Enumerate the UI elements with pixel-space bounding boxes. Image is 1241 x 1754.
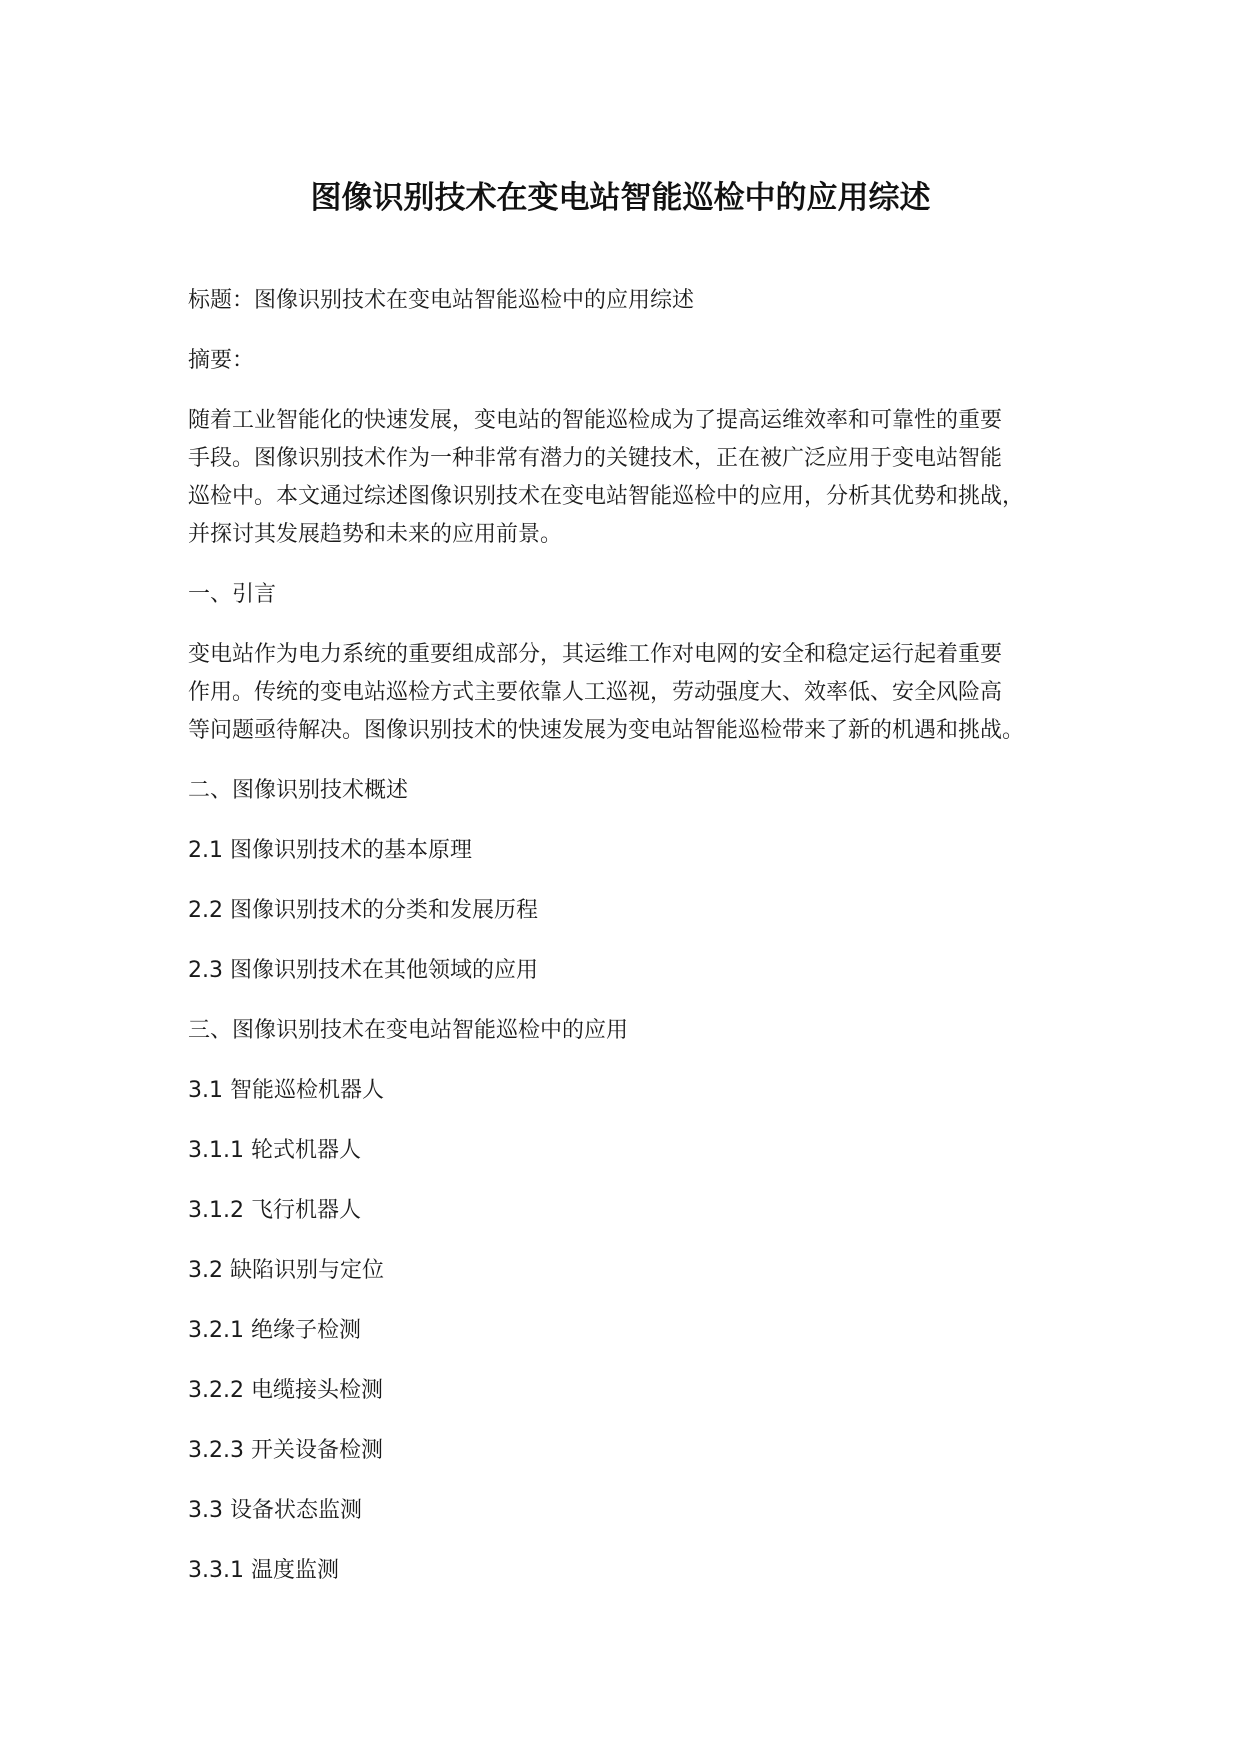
subsection-heading: 3.2 缺陷识别与定位	[188, 1258, 384, 1283]
document-title: 图像识别技术在变电站智能巡检中的应用综述	[310, 180, 931, 216]
section-heading: 三、图像识别技术在变电站智能巡检中的应用	[188, 1018, 629, 1043]
intro-line: 变电站作为电力系统的重要组成部分，其运维工作对电网的安全和稳定运行起着重要	[188, 642, 1003, 667]
abstract-label: 摘要：	[188, 348, 255, 373]
subsubsection-heading: 3.2.2 电缆接头检测	[188, 1378, 383, 1403]
subsection-heading: 2.3 图像识别技术在其他领域的应用	[188, 958, 538, 983]
intro-line: 等问题亟待解决。图像识别技术的快速发展为变电站智能巡检带来了新的机遇和挑战。	[188, 718, 1025, 743]
title-line: 标题：图像识别技术在变电站智能巡检中的应用综述	[188, 288, 695, 313]
subsection-heading: 2.1 图像识别技术的基本原理	[188, 838, 472, 863]
abstract-line: 随着工业智能化的快速发展，变电站的智能巡检成为了提高运维效率和可靠性的重要	[188, 408, 1003, 433]
subsubsection-heading: 3.2.3 开关设备检测	[188, 1438, 383, 1463]
subsubsection-heading: 3.1.2 飞行机器人	[188, 1198, 361, 1223]
abstract-paragraph	[188, 402, 1088, 554]
abstract-line: 巡检中。本文通过综述图像识别技术在变电站智能巡检中的应用，分析其优势和挑战，	[188, 484, 1025, 509]
subsection-heading: 3.1 智能巡检机器人	[188, 1078, 384, 1103]
section-heading: 二、图像识别技术概述	[188, 778, 409, 803]
subsubsection-heading: 3.3.1 温度监测	[188, 1558, 339, 1583]
abstract-line: 手段。图像识别技术作为一种非常有潜力的关键技术，正在被广泛应用于变电站智能	[188, 446, 1003, 471]
subsubsection-heading: 3.2.1 绝缘子检测	[188, 1318, 361, 1343]
document-body	[188, 282, 1088, 1612]
abstract-line: 并探讨其发展趋势和未来的应用前景。	[188, 522, 563, 547]
subsection-heading: 2.2 图像识别技术的分类和发展历程	[188, 898, 538, 923]
intro-paragraph	[188, 636, 1088, 750]
subsubsection-heading: 3.1.1 轮式机器人	[188, 1138, 361, 1163]
subsection-heading: 3.3 设备状态监测	[188, 1498, 362, 1523]
section-heading-intro: 一、引言	[188, 582, 277, 607]
intro-line: 作用。传统的变电站巡检方式主要依靠人工巡视，劳动强度大、效率低、安全风险高	[188, 680, 1003, 705]
